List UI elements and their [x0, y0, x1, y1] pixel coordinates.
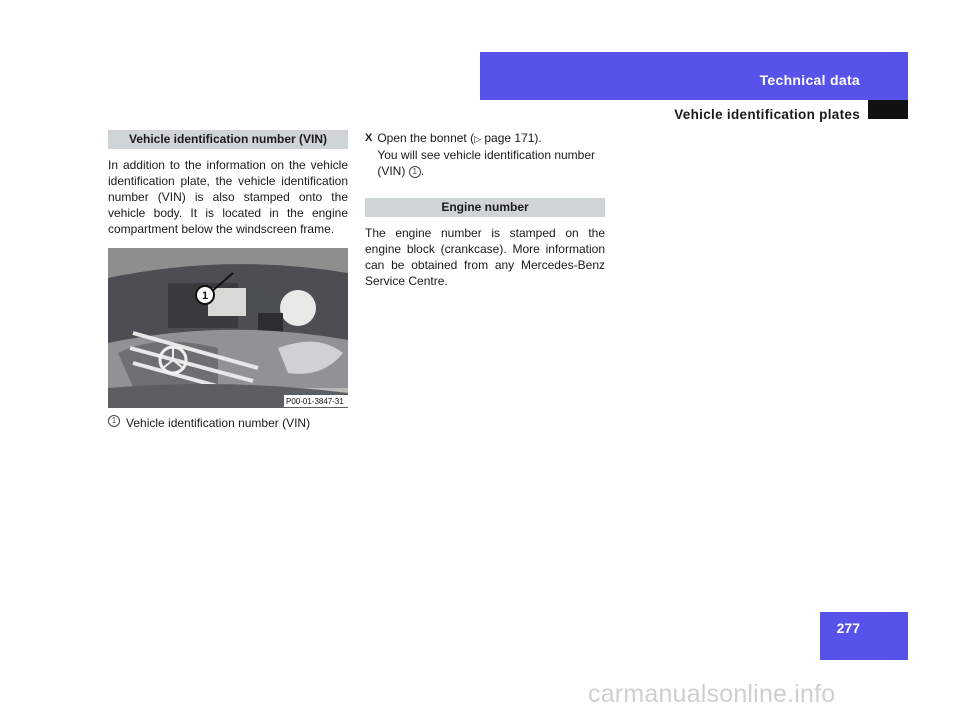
- engine-heading: Engine number: [365, 198, 605, 217]
- step-arrow-icon: X: [365, 132, 373, 144]
- engine-compartment-photo: [108, 248, 348, 408]
- caption-text: Vehicle identification number (VIN): [126, 416, 311, 430]
- step-line-2: You will see vehicle identification number: [377, 148, 596, 162]
- page-number: 277: [836, 620, 860, 636]
- photo-callout: 1: [201, 290, 209, 302]
- vin-body: In addition to the information on the vehicle identification plate, the vehicle identification number (VIN) is also stamped onto the vehicle body. It is located in the engine compartment below the windscreen frame.: [108, 158, 348, 236]
- page-ref-icon: ▷: [474, 134, 482, 144]
- thumb-marker: [868, 100, 908, 119]
- vin-heading: Vehicle identification number (VIN): [108, 130, 348, 149]
- page-number-box: [820, 612, 908, 660]
- photo-caption: [108, 415, 348, 431]
- right-column: [365, 130, 605, 289]
- image-code: P00-01-3847-31: [286, 397, 344, 406]
- section-tab: [480, 52, 908, 100]
- page-title: Vehicle identification plates: [674, 107, 860, 122]
- section-title: Technical data: [759, 72, 860, 88]
- step-line-3: (VIN) 1 .: [377, 164, 425, 178]
- caption-number: 1: [108, 415, 120, 427]
- watermark: carmanualsonline.info: [588, 680, 836, 708]
- step-callout-number: 1: [409, 166, 421, 178]
- step-line-1: Open the bonnet (▷ page 171).: [377, 131, 542, 145]
- left-column: [108, 130, 348, 431]
- engine-body: The engine number is stamped on the engine block (crankcase). More information can be obtained from any Mercedes-Benz Service Centre.: [365, 226, 605, 288]
- page-ref-link[interactable]: page 171: [484, 131, 535, 145]
- instruction-step: [365, 130, 605, 179]
